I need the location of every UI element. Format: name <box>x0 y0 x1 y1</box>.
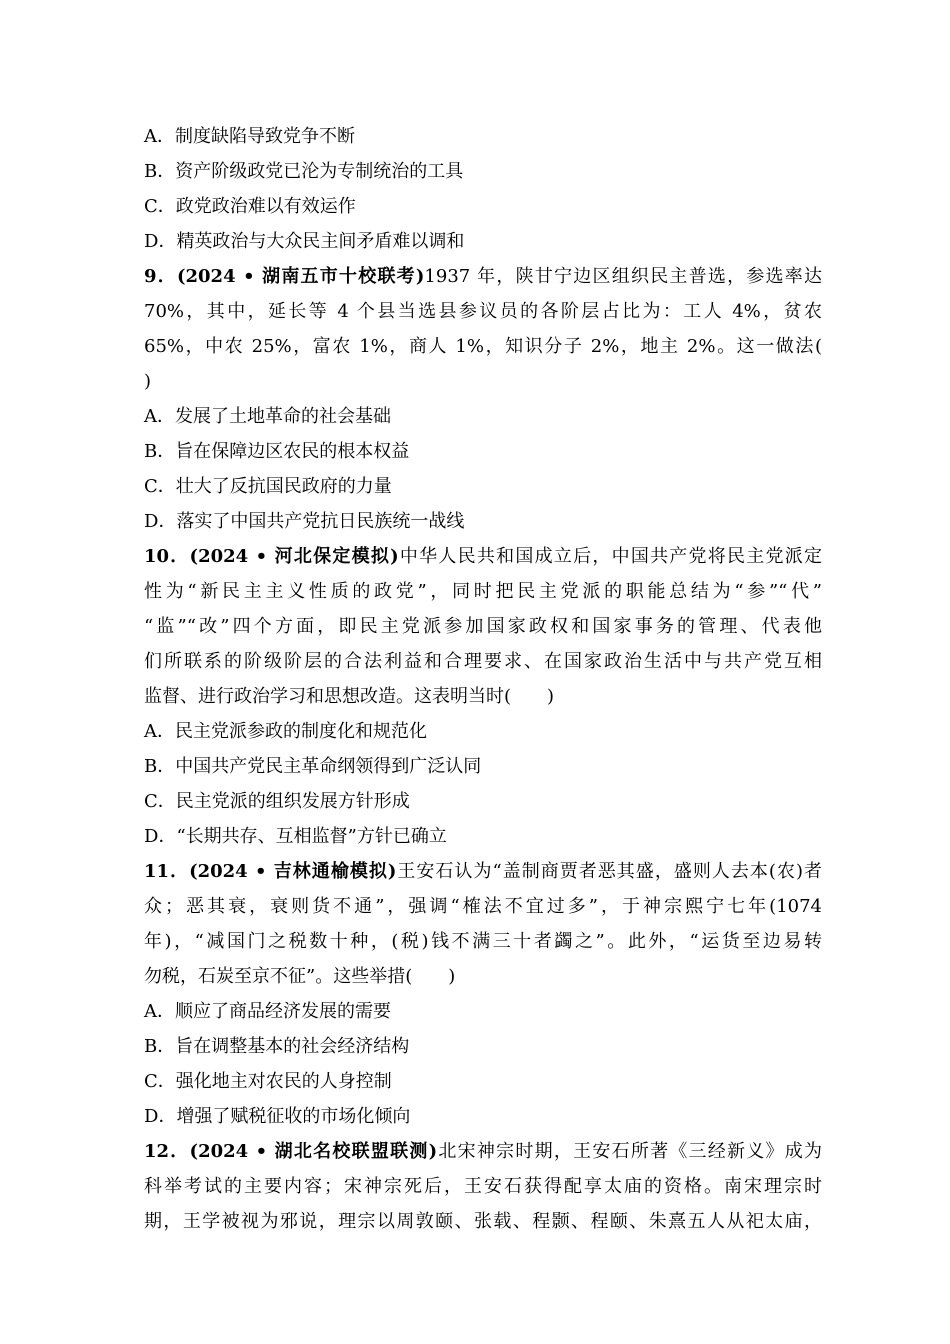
q11-option-c: C．强化地主对农民的人身控制 <box>144 1071 392 1092</box>
q12-stem-line-2: 科举考试的主要内容；宋神宗死后，王安石获得配享太庙的资格。南宋理宗时 <box>144 1176 822 1197</box>
q10-stem-line-4: 们所联系的阶级阶层的合法利益和合理要求、在国家政治生活中与共产党互相 <box>144 651 822 672</box>
q9-stem-line-3: 65%，中农 25%，富农 1%，商人 1%，知识分子 2%，地主 2%。这一做法( <box>144 336 822 357</box>
q10-stem-line-1: 10．(2024 • 河北保定模拟)中华人民共和国成立后，中国共产党将民主党派定 <box>144 546 823 567</box>
q10-number: 10． <box>144 546 190 567</box>
q9-stem-line-4: ) <box>144 371 152 392</box>
q9-source: (2024 • 湖南五市十校联考) <box>176 266 425 287</box>
q8-option-c: C．政党政治难以有效运作 <box>144 196 356 217</box>
q11-option-a: A．顺应了商品经济发展的需要 <box>144 1001 391 1022</box>
document-page <box>144 119 822 1239</box>
q10-option-d: D．“长期共存、互相监督”方针已确立 <box>144 826 447 847</box>
q10-option-a: A．民主党派参政的制度化和规范化 <box>144 721 427 742</box>
q12-stem-line-1: 12．(2024 • 湖北名校联盟联测)北宋神宗时期，王安石所著《三经新义》成为 <box>144 1141 823 1162</box>
q8-option-b: B．资产阶级政党已沦为专制统治的工具 <box>144 161 464 182</box>
q12-stem-line-3: 期，王学被视为邪说，理宗以周敦颐、张载、程颢、程颐、朱熹五人从祀太庙， <box>144 1211 822 1232</box>
q11-stem-line-4: 勿税，石炭至京不征”。这些举措( ) <box>144 966 456 987</box>
q11-stem-line-1: 11．(2024 • 吉林通榆模拟)王安石认为“盖制商贾者恶其盛，盛则人去本(农)者 <box>144 861 822 882</box>
q11-source: (2024 • 吉林通榆模拟) <box>189 861 397 882</box>
q9-number: 9． <box>144 266 177 287</box>
q9-option-b: B．旨在保障边区农民的根本权益 <box>144 441 410 462</box>
q9-stem-line-1: 9．(2024 • 湖南五市十校联考)1937 年，陕甘宁边区组织民主普选，参选率达 <box>144 266 823 287</box>
q12-number: 12． <box>144 1141 190 1162</box>
q10-source: (2024 • 河北保定模拟) <box>189 546 399 567</box>
q10-option-b: B．中国共产党民主革命纲领得到广泛认同 <box>144 756 482 777</box>
q11-option-d: D．增强了赋税征收的市场化倾向 <box>144 1106 411 1127</box>
q8-option-a: A．制度缺陷导致党争不断 <box>144 126 355 147</box>
q11-stem-line-3: 年)，“减国门之税数十种，(税)钱不满三十者蠲之”。此外，“运货至边易转 <box>144 931 822 952</box>
q9-stem-line-2: 70%，其中，延长等 4 个县当选县参议员的各阶层占比为：工人 4%，贫农 <box>144 301 822 322</box>
q9-option-d: D．落实了中国共产党抗日民族统一战线 <box>144 511 465 532</box>
q11-number: 11． <box>144 861 190 882</box>
q9-option-c: C．壮大了反抗国民政府的力量 <box>144 476 392 497</box>
q12-source: (2024 • 湖北名校联盟联测) <box>189 1141 438 1162</box>
q11-stem-line-2: 众；恶其衰，衰则货不通”，强调“榷法不宜过多”，于神宗熙宁七年(1074 <box>144 896 822 917</box>
q8-option-d: D．精英政治与大众民主间矛盾难以调和 <box>144 231 465 252</box>
q10-stem-line-5: 监督、进行政治学习和思想改造。这表明当时( ) <box>144 686 555 707</box>
q9-option-a: A．发展了土地革命的社会基础 <box>144 406 391 427</box>
q10-stem-line-3: “监”“改”四个方面，即民主党派参加国家政权和国家事务的管理、代表他 <box>144 616 822 637</box>
q10-stem-line-2: 性为“新民主主义性质的政党”，同时把民主党派的职能总结为“参”“代” <box>144 581 822 602</box>
q10-option-c: C．民主党派的组织发展方针形成 <box>144 791 410 812</box>
q11-option-b: B．旨在调整基本的社会经济结构 <box>144 1036 410 1057</box>
